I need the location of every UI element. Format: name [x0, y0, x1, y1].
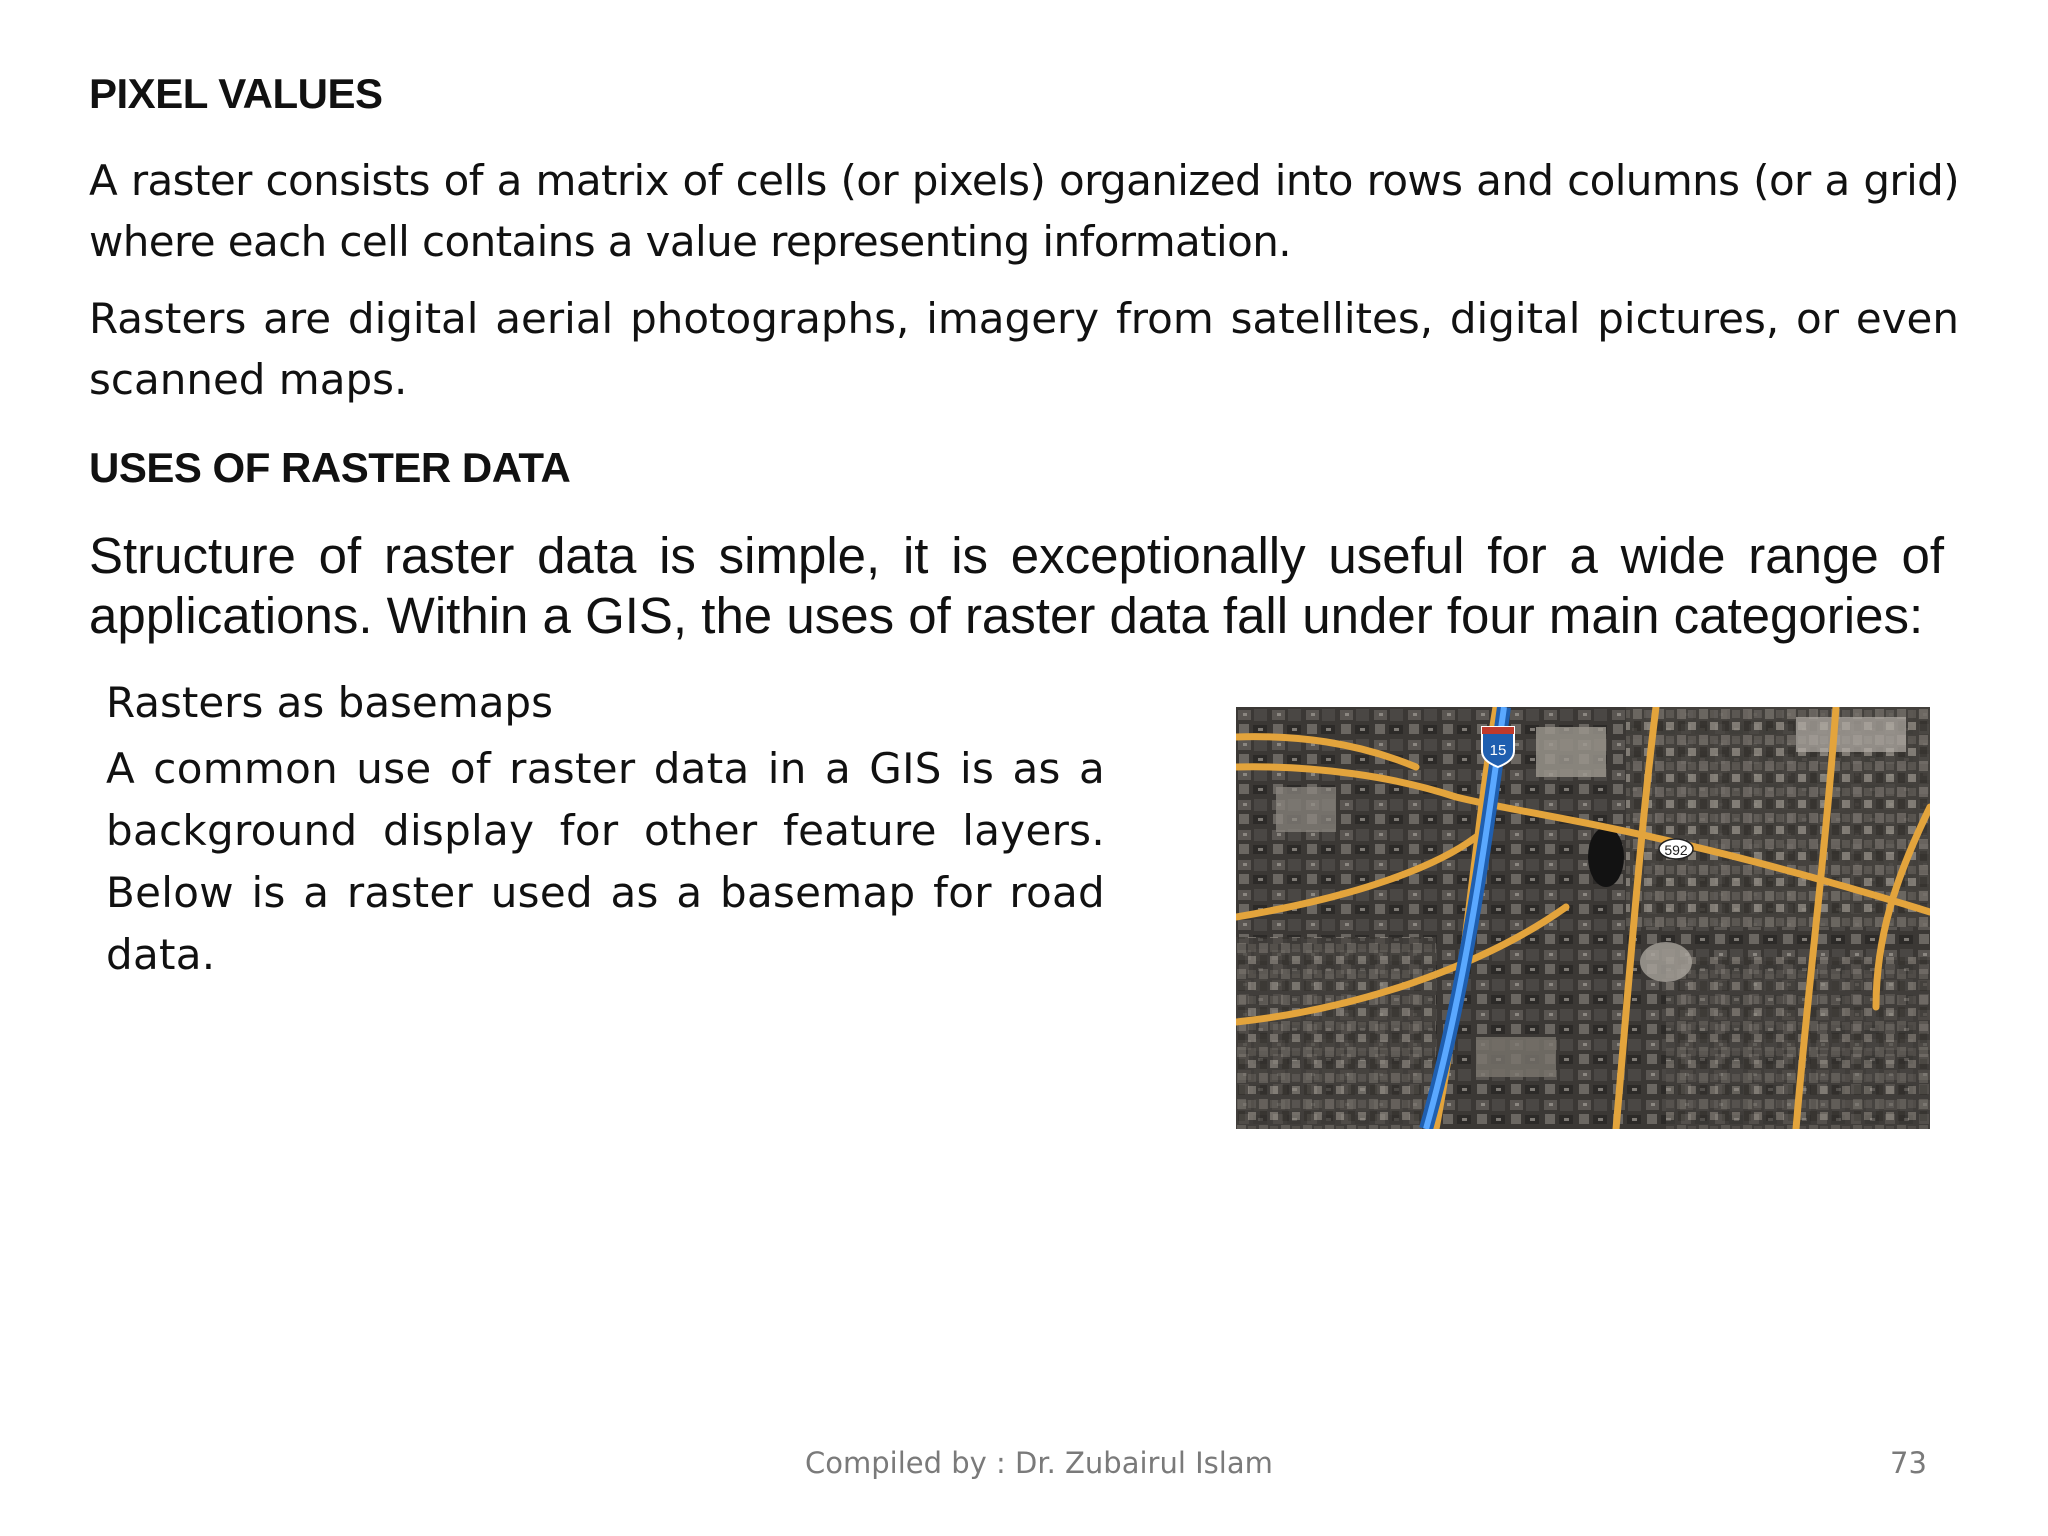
route-marker: [1659, 839, 1693, 859]
page-number: 73: [1890, 1446, 1927, 1480]
paragraph-uses-intro: Structure of raster data is simple, it is exceptionally useful for a wide range of applications. Within a GIS, the uses of raster data fall under four main categories:: [89, 527, 1944, 644]
aerial-basemap-image: [1236, 707, 1930, 1129]
basemap-description: A common use of raster data in a GIS is as a background display for other feature layers. Below is a raster used as a basemap for road data.: [106, 744, 1105, 979]
basemap-illustration: [1236, 707, 1930, 1129]
interstate-shield-icon: [1482, 727, 1514, 767]
heading-pixel-values: PIXEL VALUES: [89, 70, 383, 117]
interstate-shield-label: 15: [1489, 742, 1507, 759]
paragraph-raster-definition: A raster consists of a matrix of cells (or pixels) organized into rows and columns (or a grid) where each cell contains a value representing information.: [89, 156, 1959, 266]
footer-credit: Compiled by : Dr. Zubairul Islam: [805, 1446, 1273, 1480]
basemap-subtitle: Rasters as basemaps: [106, 678, 553, 727]
route-marker-label: 592: [1664, 842, 1688, 858]
paragraph-raster-examples: Rasters are digital aerial photographs, imagery from satellites, digital pictures, or even scanned maps.: [89, 294, 1959, 404]
heading-uses-of-raster-data: USES OF RASTER DATA: [89, 444, 571, 491]
